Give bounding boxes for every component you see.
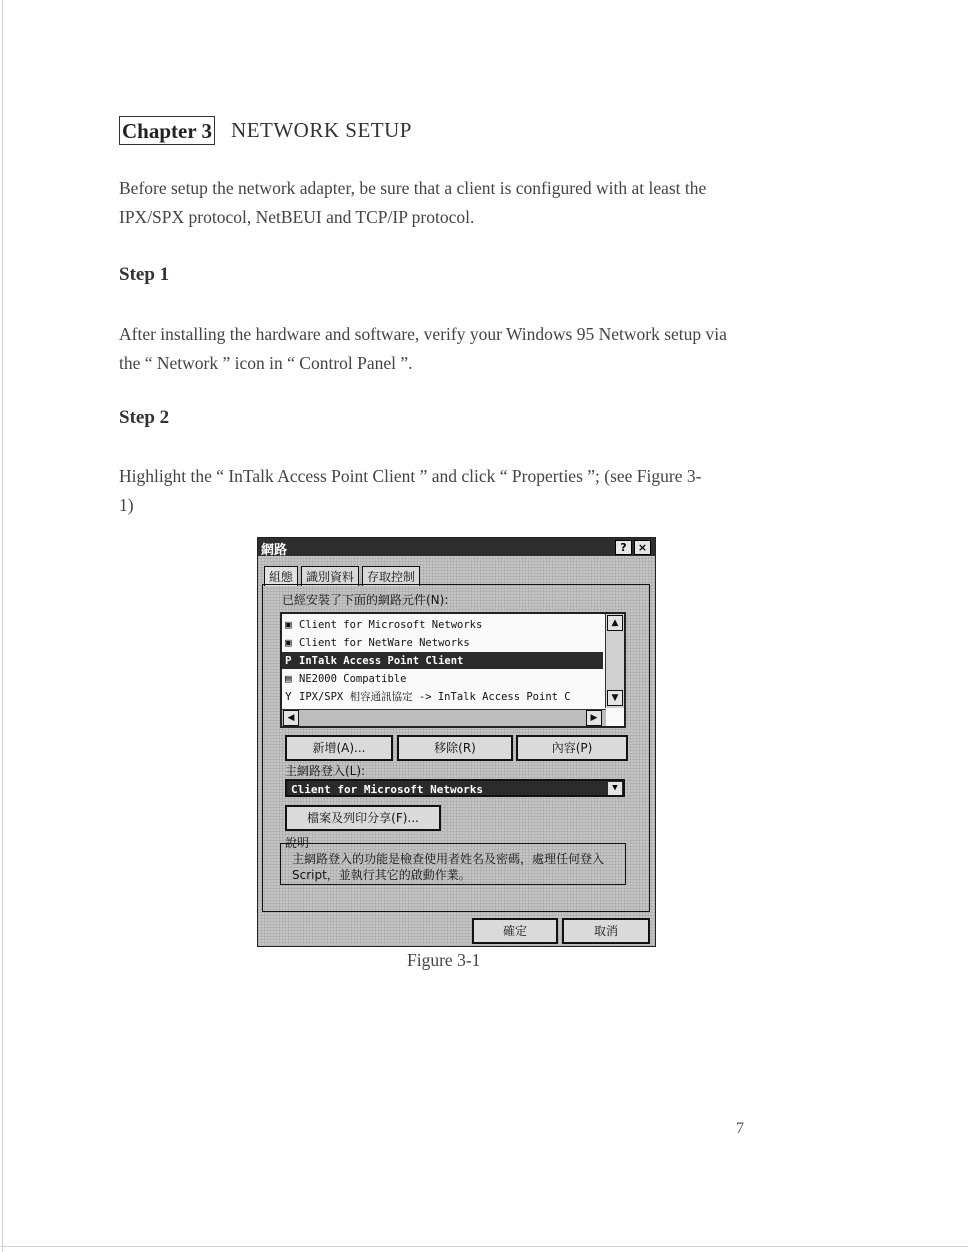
tab-access-control[interactable]: 存取控制 [362, 566, 420, 586]
list-item[interactable]: ▣ Client for Microsoft Networks [285, 618, 483, 631]
list-item-selected[interactable]: P InTalk Access Point Client [282, 652, 603, 669]
ok-button[interactable]: 確定 [472, 918, 558, 944]
access-point-icon: P [285, 654, 292, 667]
chapter-title: NETWORK SETUP [231, 118, 412, 142]
list-item[interactable]: Y IPX/SPX 相容通訊協定 -> InTalk Access Point C [285, 690, 571, 703]
help-button[interactable]: ? [615, 540, 632, 555]
page-number: 7 [736, 1120, 744, 1137]
chapter-label: Chapter 3 [119, 116, 215, 145]
properties-button[interactable]: 內容(P) [516, 735, 628, 761]
vertical-scrollbar[interactable] [605, 614, 624, 708]
dialog-titlebar [258, 538, 655, 556]
close-button[interactable]: × [634, 540, 651, 555]
primary-logon-value: Client for Microsoft Networks [291, 783, 484, 796]
intro-paragraph: Before setup the network adapter, be sure that a client is configured with at least the IPX/SPX protocol, NetBEUI and TCP/IP protocol. [119, 178, 707, 227]
list-item[interactable]: ▣ Client for NetWare Networks [285, 636, 470, 649]
scan-edge-bottom [0, 1246, 968, 1247]
protocol-icon: Y [285, 690, 292, 703]
adapter-icon: ▤ [285, 672, 292, 685]
dialog-title: 網路 [261, 543, 288, 558]
add-button[interactable]: 新增(A)... [285, 735, 393, 761]
figure-caption: Figure 3-1 [407, 950, 481, 970]
scroll-right-icon[interactable]: ▶ [586, 710, 602, 726]
cancel-button[interactable]: 取消 [562, 918, 650, 944]
primary-logon-select[interactable] [285, 779, 625, 797]
installed-components-label: 已經安裝了下面的網路元件(N): [282, 593, 449, 607]
components-list[interactable] [280, 612, 626, 728]
description-text: 主網路登入的功能是檢查使用者姓名及密碼，處理任何登入 Script，並執行其它的啟動作業。 [292, 852, 605, 882]
network-client-icon: ▣ [285, 618, 292, 631]
description-label: 說明 [285, 836, 310, 850]
step-1-text: After installing the hardware and software, verify your Windows 95 Network setup via the “ Network ” icon in “ Control Panel ”. [119, 324, 727, 373]
scroll-up-icon[interactable]: ▲ [607, 615, 623, 631]
step-2-heading: Step 2 [119, 407, 170, 428]
tab-identification[interactable]: 識別資料 [301, 566, 359, 586]
network-dialog [257, 537, 656, 947]
scan-edge-left [2, 0, 3, 1252]
dialog-tabs [264, 566, 423, 586]
step-2-text: Highlight the “ InTalk Access Point Client ” and click “ Properties ”; (see Figure 3-1) [119, 466, 702, 515]
file-print-sharing-button[interactable]: 檔案及列印分享(F)... [285, 805, 441, 831]
network-client-icon: ▣ [285, 636, 292, 649]
list-item[interactable]: ▤ NE2000 Compatible [285, 672, 407, 685]
horizontal-scrollbar[interactable] [282, 709, 606, 726]
primary-logon-label: 主網路登入(L): [285, 764, 366, 778]
chevron-down-icon[interactable]: ▼ [608, 782, 622, 795]
scroll-down-icon[interactable]: ▼ [607, 690, 623, 706]
tab-configuration[interactable]: 組態 [264, 566, 298, 586]
scroll-left-icon[interactable]: ◀ [283, 710, 299, 726]
remove-button[interactable]: 移除(R) [397, 735, 513, 761]
step-1-heading: Step 1 [119, 264, 170, 285]
chapter-heading [119, 116, 412, 145]
